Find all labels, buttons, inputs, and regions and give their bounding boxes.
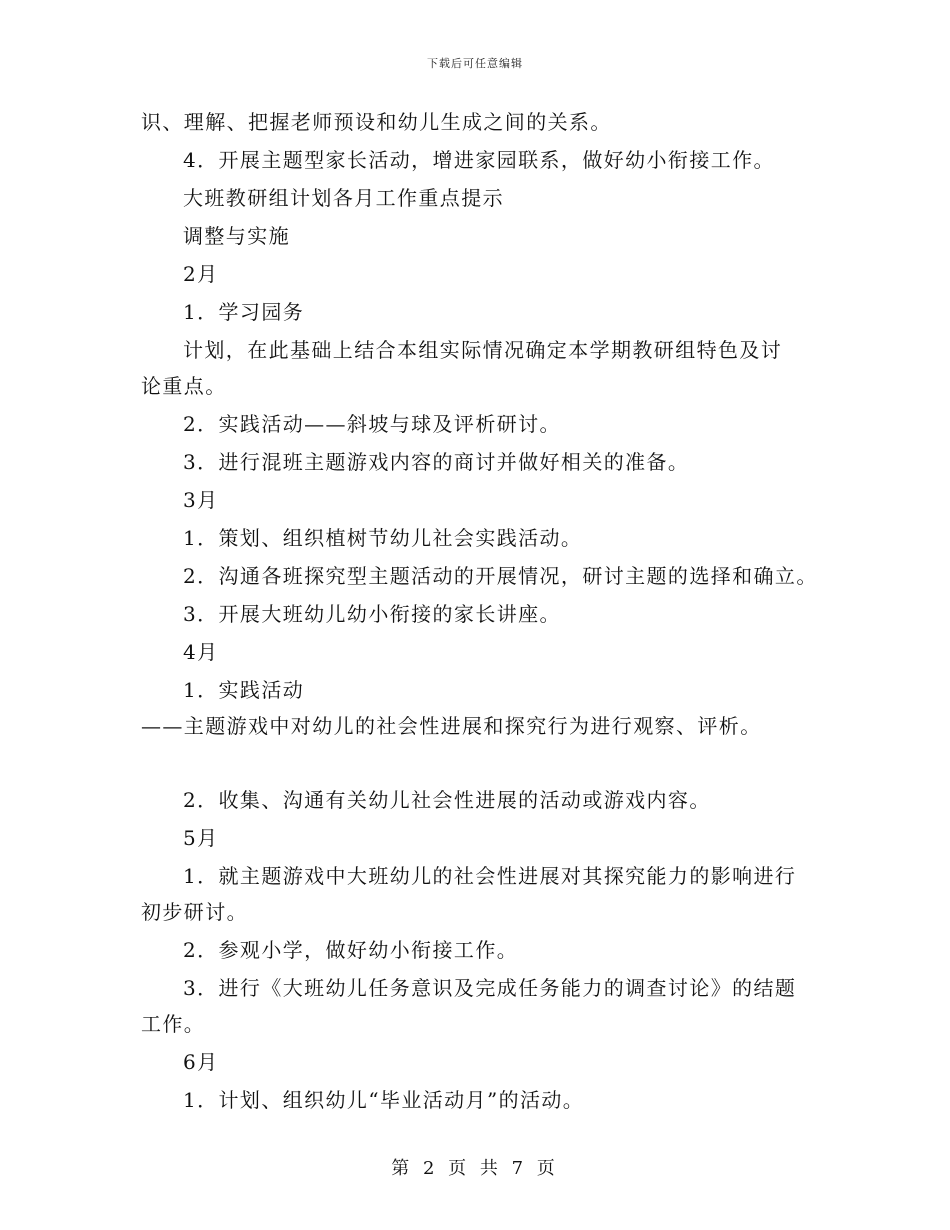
text-line: 1．学习园务 [183, 300, 305, 324]
text-line: 1．实践活动 [183, 678, 305, 702]
text-line: 3．进行《大班幼儿任务意识及完成任务能力的调查讨论》的结题 [183, 976, 797, 1000]
text-line: 3月 [183, 488, 219, 512]
text-line: 初步研讨。 [141, 900, 248, 924]
text-line: 1．就主题游戏中大班幼儿的社会性进展对其探究能力的影响进行 [183, 864, 797, 888]
text-line: 计划，在此基础上结合本组实际情况确定本学期教研组特色及讨 [183, 338, 783, 362]
text-line: 2月 [183, 262, 219, 286]
page-footer: 第 2 页 共 7 页 [391, 1158, 559, 1179]
text-line: 2．实践活动——斜坡与球及评析研讨。 [183, 412, 561, 436]
text-line: 1．策划、组织植树节幼儿社会实践活动。 [183, 526, 583, 550]
text-line: 4．开展主题型家长活动，增进家园联系，做好幼小衔接工作。 [183, 148, 775, 172]
text-line: 论重点。 [141, 374, 227, 398]
text-line: 6月 [183, 1050, 219, 1074]
text-line: 5月 [183, 826, 219, 850]
text-line: 2．收集、沟通有关幼儿社会性进展的活动或游戏内容。 [183, 788, 711, 812]
text-line: 2．沟通各班探究型主题活动的开展情况，研讨主题的选择和确立。 [183, 564, 818, 588]
text-line: 工作。 [141, 1012, 206, 1036]
text-line: 3．开展大班幼儿幼小衔接的家长讲座。 [183, 602, 561, 626]
text-line: 4月 [183, 640, 219, 664]
text-line: 1．计划、组织幼儿“毕业活动月”的活动。 [183, 1088, 585, 1112]
text-line: 识、理解、把握老师预设和幼儿生成之间的关系。 [141, 110, 612, 134]
text-line: 大班教研组计划各月工作重点提示 [183, 186, 504, 210]
text-line: 3．进行混班主题游戏内容的商讨并做好相关的准备。 [183, 450, 690, 474]
page-header: 下载后可任意编辑 [427, 57, 523, 70]
text-line: 2．参观小学，做好幼小衔接工作。 [183, 938, 519, 962]
text-line: 调整与实施 [183, 224, 290, 248]
text-line: ——主题游戏中对幼儿的社会性进展和探究行为进行观察、评析。 [141, 714, 762, 738]
